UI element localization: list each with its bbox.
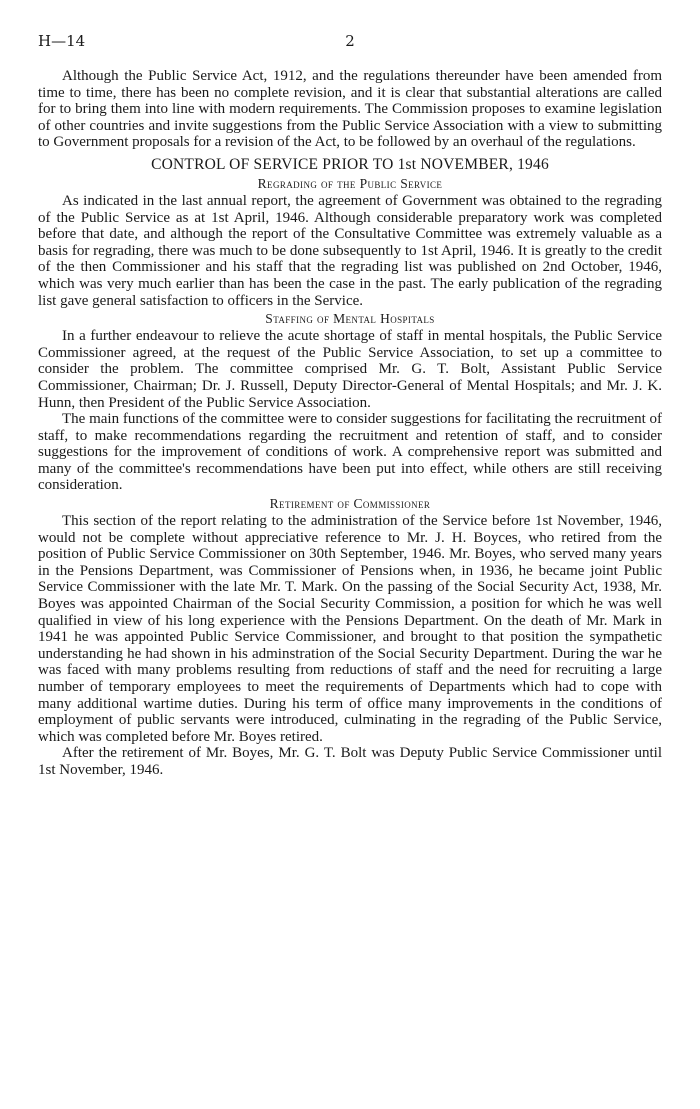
intro-paragraph: Although the Public Service Act, 1912, and the regulations thereunder have been amended from time to time, there has been no complete revision, and it is clear that substantial alterations are called for to bring them into line with modern requirements. The Commission proposes to examine legislation of other countries and invite suggestions from the Public Service Association with a view to submitting to Government proposals for a revision of the Act, to be followed by an overhaul of the regulations. [38,68,662,151]
retirement-paragraph-1: This section of the report relating to the administration of the Service before 1st November, 1946, would not be complete without appreciative reference to Mr. J. H. Boyces, who retired from the position of Public Service Commissioner on 30th September, 1946. Mr. Boyes, who served many years in the Pensions Department, was Commissioner of Pensions when, in 1936, he became joint Public Service Commissioner with the late Mr. T. Mark. On the passing of the Social Security Act, 1938, Mr. Boyes was appointed Chairman of the Social Security Commission, a position for which he was well qualified in view of his long experience with the Pensions Department. On the death of Mr. Mark in 1941 he was appointed Public Service Commissioner, and brought to that position the sympathetic understanding he had shown in his adminstration of the Social Security Department. During the war he was faced with many problems resulting from reductions of staff and the need for recruiting a large number of temporary employees to meet the requirements of Departments which had to cope with many additional wartime duties. During his term of office many improvements in the conditions of employment of public servants were introduced, culminating in the regrading of the Public Service, which was completed before Mr. Boyes retired. [38,513,662,745]
subsection-heading-mental-hospitals: Staffing of Mental Hospitals [265,311,435,327]
subsection-heading-retirement: Retirement of Commissioner [269,496,431,512]
document-reference: H—14 [38,32,86,50]
retirement-paragraph-2: After the retirement of Mr. Boyes, Mr. G. T. Bolt was Deputy Public Service Commissioner until 1st November, 1946. [38,745,662,778]
page-number: 2 [345,32,355,50]
subsection-heading-regrading: Regrading of the Public Service [257,175,443,191]
mental-hospitals-paragraph-1: In a further endeavour to relieve the acute shortage of staff in mental hospitals, the Public Service Commissioner agreed, at the request of the Public Service Association, to set up a committee to consider the problem. The committee comprised Mr. G. T. Bolt, Assistant Public Service Commissioner, Chairman; Dr. J. Russell, Deputy Director-General of Mental Hospitals; and Mr. J. K. Hunn, then President of the Public Service Association. [38,328,662,411]
regrading-paragraph: As indicated in the last annual report, the agreement of Government was obtained to the regrading of the Public Service as at 1st April, 1946. Although considerable preparatory work was completed before that date, and although the report of the Consultative Committee was extremely valuable as a basis for regrading, there was much to be done subsequently to 1st April, 1946. It is greatly to the credit of the then Commissioner and his staff that the regrading list was published on 2nd October, 1946, which was very much earlier than has been the case in the past. The early publication of the regrading list gave general satisfaction to officers in the Service. [38,192,662,309]
section-title-control-of-service: CONTROL OF SERVICE PRIOR TO 1st NOVEMBER, 1946 [151,155,549,173]
running-header [38,32,662,54]
mental-hospitals-paragraph-2: The main functions of the committee were to consider suggestions for facilitating the recruitment of staff, to make recommendations regarding the recruitment and retention of staff, and to consider suggestions for the improvement of conditions of work. A comprehensive report was submitted and many of the committee's recommendations have been put into effect, while others are still receiving consideration. [38,411,662,494]
report-body [38,68,662,779]
